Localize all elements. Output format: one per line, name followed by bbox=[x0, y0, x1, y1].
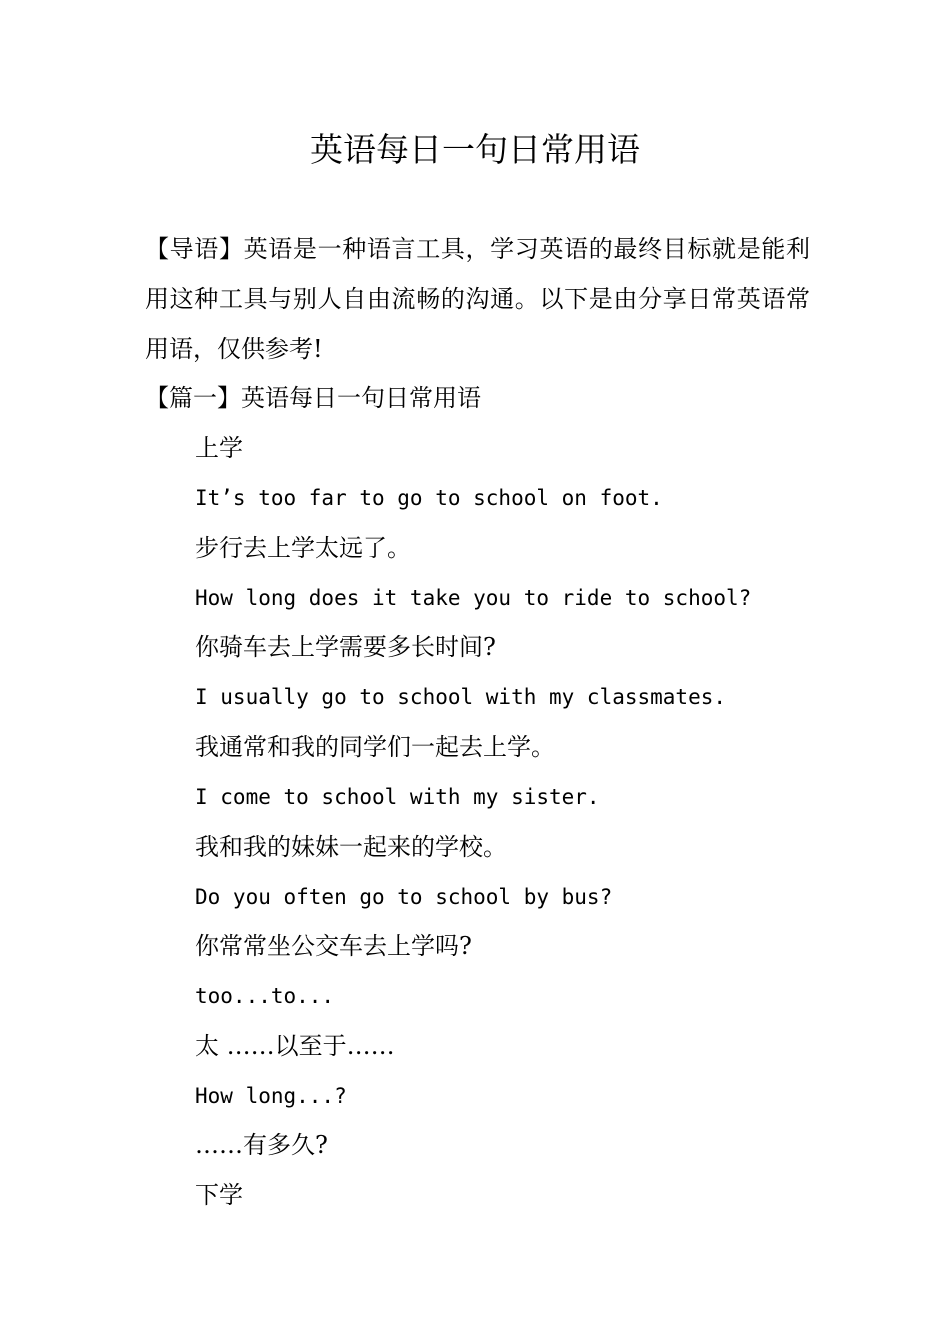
line-chinese: 我通常和我的同学们一起去上学。 bbox=[195, 733, 555, 761]
line-topic-after-school: 下学 bbox=[195, 1181, 243, 1209]
intro-paragraph: 【导语】英语是一种语言工具，学习英语的最终目标就是能利用这种工具与别人自由流畅的沟通。以下是由分享日常英语常用语，仅供参考! bbox=[145, 235, 810, 363]
section-heading: 【篇一】英语每日一句日常用语 bbox=[145, 384, 481, 412]
line-english: How long...? bbox=[195, 1084, 347, 1108]
line-english: I come to school with my sister. bbox=[195, 785, 600, 809]
line-english: It’s too far to go to school on foot. bbox=[195, 486, 663, 510]
line-english: How long does it take you to ride to school? bbox=[195, 586, 752, 610]
line-chinese: 太 ……以至于…… bbox=[195, 1032, 395, 1060]
page-title: 英语每日一句日常用语 bbox=[310, 130, 640, 169]
line-chinese: ……有多久? bbox=[195, 1131, 328, 1159]
line-english: too...to... bbox=[195, 984, 335, 1008]
line-chinese: 你骑车去上学需要多长时间? bbox=[195, 633, 496, 661]
line-chinese: 我和我的妹妹一起来的学校。 bbox=[195, 833, 507, 861]
line-english: Do you often go to school by bus? bbox=[195, 885, 613, 909]
line-chinese: 你常常坐公交车去上学吗? bbox=[195, 932, 472, 960]
line-topic-school: 上学 bbox=[195, 434, 243, 462]
line-chinese: 步行去上学太远了。 bbox=[195, 534, 411, 562]
line-english: I usually go to school with my classmates. bbox=[195, 685, 727, 709]
